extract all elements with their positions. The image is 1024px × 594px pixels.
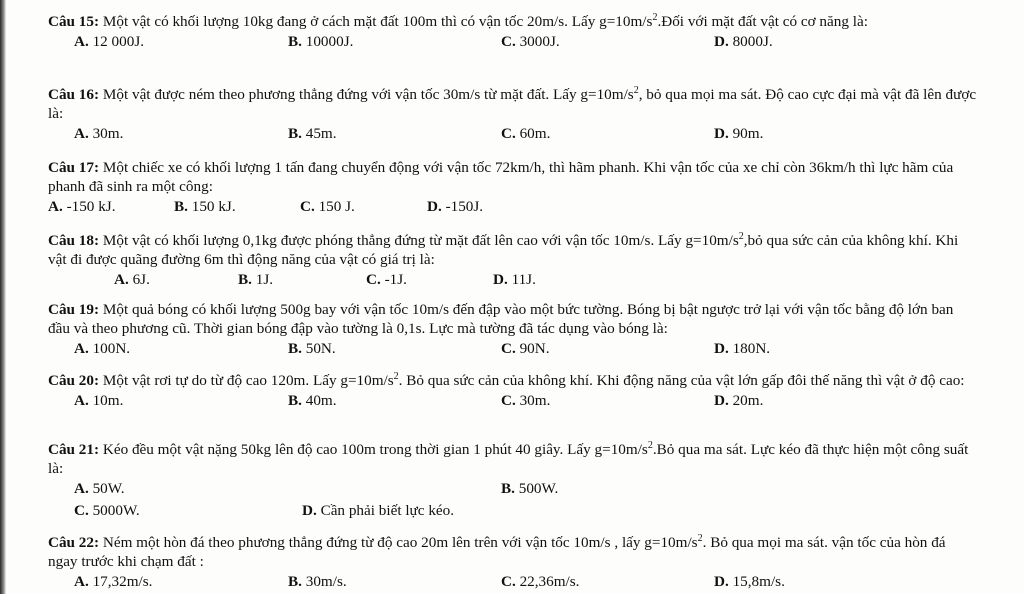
question-16	[48, 85, 978, 145]
superscript: 2	[647, 439, 653, 451]
option-c: C. 30m.	[501, 392, 551, 409]
option-a: A. 10m.	[74, 392, 124, 409]
option-b: B. 40m.	[288, 392, 337, 409]
option-a: A. 17,32m/s.	[74, 573, 153, 590]
option-c: C. -1J.	[366, 271, 407, 288]
option-d: D. 8000J.	[714, 33, 773, 50]
option-a: A. 100N.	[74, 340, 131, 357]
options-row	[48, 390, 978, 412]
superscript: 2	[697, 532, 703, 544]
superscript: 2	[633, 84, 639, 96]
question-stem	[48, 231, 978, 269]
page-edge-shadow	[0, 0, 6, 594]
option-d: D. Cần phải biết lực kéo.	[302, 502, 455, 519]
question-stem	[48, 300, 978, 338]
options-row	[48, 571, 978, 593]
option-c: C. 150 J.	[300, 198, 355, 215]
stem-text-cont: .Bỏ qua ma sát. Lực kéo đã thực hiện một công suất là:	[48, 441, 969, 477]
option-c: C. 90N.	[501, 340, 550, 357]
question-15	[48, 12, 978, 53]
question-21	[48, 440, 978, 522]
option-a: A. 12 000J.	[74, 33, 145, 50]
question-number: Câu 21:	[48, 441, 100, 458]
stem-text-cont: , bỏ qua mọi ma sát. Độ cao cực đại mà vật đã lên được là:	[48, 86, 977, 122]
question-stem	[48, 371, 978, 390]
option-c: C. 5000W.	[74, 502, 140, 519]
superscript: 2	[393, 370, 399, 382]
options-row	[48, 196, 978, 218]
option-d: D. 90m.	[714, 125, 764, 142]
stem-text: Ném một hòn đá theo phương thẳng đứng từ độ cao 20m lên trên với vận tốc 10m/s , lấy g=10m/s	[99, 534, 698, 551]
stem-text-cont: . Bỏ qua sức cản của không khí. Khi động năng của vật lớn gấp đôi thế năng thì vật ở độ cao:	[398, 372, 965, 389]
option-b: B. 150 kJ.	[174, 198, 236, 215]
question-stem	[48, 533, 978, 571]
option-c: C. 60m.	[501, 125, 551, 142]
option-a: A. 50W.	[74, 480, 125, 497]
options-row	[48, 269, 978, 291]
question-22	[48, 533, 978, 593]
option-b: B. 500W.	[501, 480, 559, 497]
stem-text: Một quả bóng có khối lượng 500g bay với vận tốc 10m/s đến đập vào một bức tường. Bóng bị bật ngược trở lại với vận tốc bằng độ lớn ban đầu và theo phương cũ. Thời gian bóng đập vào tường là 0,1s. Lực mà tường đã tác dụng vào bóng là:	[48, 301, 954, 337]
question-19	[48, 300, 978, 360]
option-b: B. 1J.	[238, 271, 274, 288]
question-number: Câu 15:	[48, 13, 100, 30]
question-number: Câu 20:	[48, 372, 100, 389]
options-row	[48, 31, 978, 53]
superscript: 2	[738, 230, 744, 242]
question-number: Câu 22:	[48, 534, 100, 551]
option-d: D. 11J.	[493, 271, 536, 288]
question-stem	[48, 12, 978, 31]
option-d: D. 180N.	[714, 340, 771, 357]
option-a: A. 30m.	[74, 125, 124, 142]
options-row	[48, 338, 978, 360]
option-b: B. 30m/s.	[288, 573, 347, 590]
stem-text-cont: .Đối với mặt đất vật có cơ năng là:	[657, 13, 868, 30]
question-stem	[48, 158, 978, 196]
stem-text: Một vật rơi tự do từ độ cao 120m. Lấy g=10m/s	[99, 372, 394, 389]
option-d: D. 20m.	[714, 392, 764, 409]
stem-text: Kéo đều một vật nặng 50kg lên độ cao 100m trong thời gian 1 phút 40 giây. Lấy g=10m/s	[99, 441, 648, 458]
option-d: D. -150J.	[427, 198, 484, 215]
question-stem	[48, 85, 978, 123]
option-b: B. 50N.	[288, 340, 336, 357]
stem-text: Một vật có khối lượng 10kg đang ở cách mặt đất 100m thì có vận tốc 20m/s. Lấy g=10m/s	[99, 13, 653, 30]
question-number: Câu 16:	[48, 86, 100, 103]
question-stem	[48, 440, 978, 478]
question-18	[48, 231, 978, 291]
superscript: 2	[652, 11, 658, 23]
option-b: B. 45m.	[288, 125, 337, 142]
options-row-1	[48, 478, 978, 500]
stem-text-cont: ,bỏ qua sức cản của không khí. Khi vật đi được quãng đường 6m thì động năng của vật có giá trị là:	[48, 232, 959, 268]
stem-text: Một vật có khối lượng 0,1kg được phóng thẳng đứng từ mặt đất lên cao với vận tốc 10m/s. Lấy g=10m/s	[99, 232, 739, 249]
question-number: Câu 18:	[48, 232, 100, 249]
stem-text: Một chiếc xe có khối lượng 1 tấn đang chuyển động với vận tốc 72km/h, thì hãm phanh. Khi vận tốc của xe chỉ còn 36km/h thì lực hãm của phanh đã sinh ra một công:	[48, 159, 954, 195]
option-a: A. 6J.	[114, 271, 150, 288]
question-20	[48, 371, 978, 412]
option-c: C. 3000J.	[501, 33, 560, 50]
option-b: B. 10000J.	[288, 33, 354, 50]
option-d: D. 15,8m/s.	[714, 573, 785, 590]
option-c: C. 22,36m/s.	[501, 573, 580, 590]
question-number: Câu 17:	[48, 159, 100, 176]
stem-text: Một vật được ném theo phương thẳng đứng với vận tốc 30m/s từ mặt đất. Lấy g=10m/s	[99, 86, 634, 103]
options-row-2	[48, 500, 978, 522]
question-number: Câu 19:	[48, 301, 100, 318]
question-17	[48, 158, 978, 218]
option-a: A. -150 kJ.	[48, 198, 116, 215]
stem-text-cont: . Bỏ qua mọi ma sát. vận tốc của hòn đá ngay trước khi chạm đất :	[48, 534, 946, 570]
options-row	[48, 123, 978, 145]
